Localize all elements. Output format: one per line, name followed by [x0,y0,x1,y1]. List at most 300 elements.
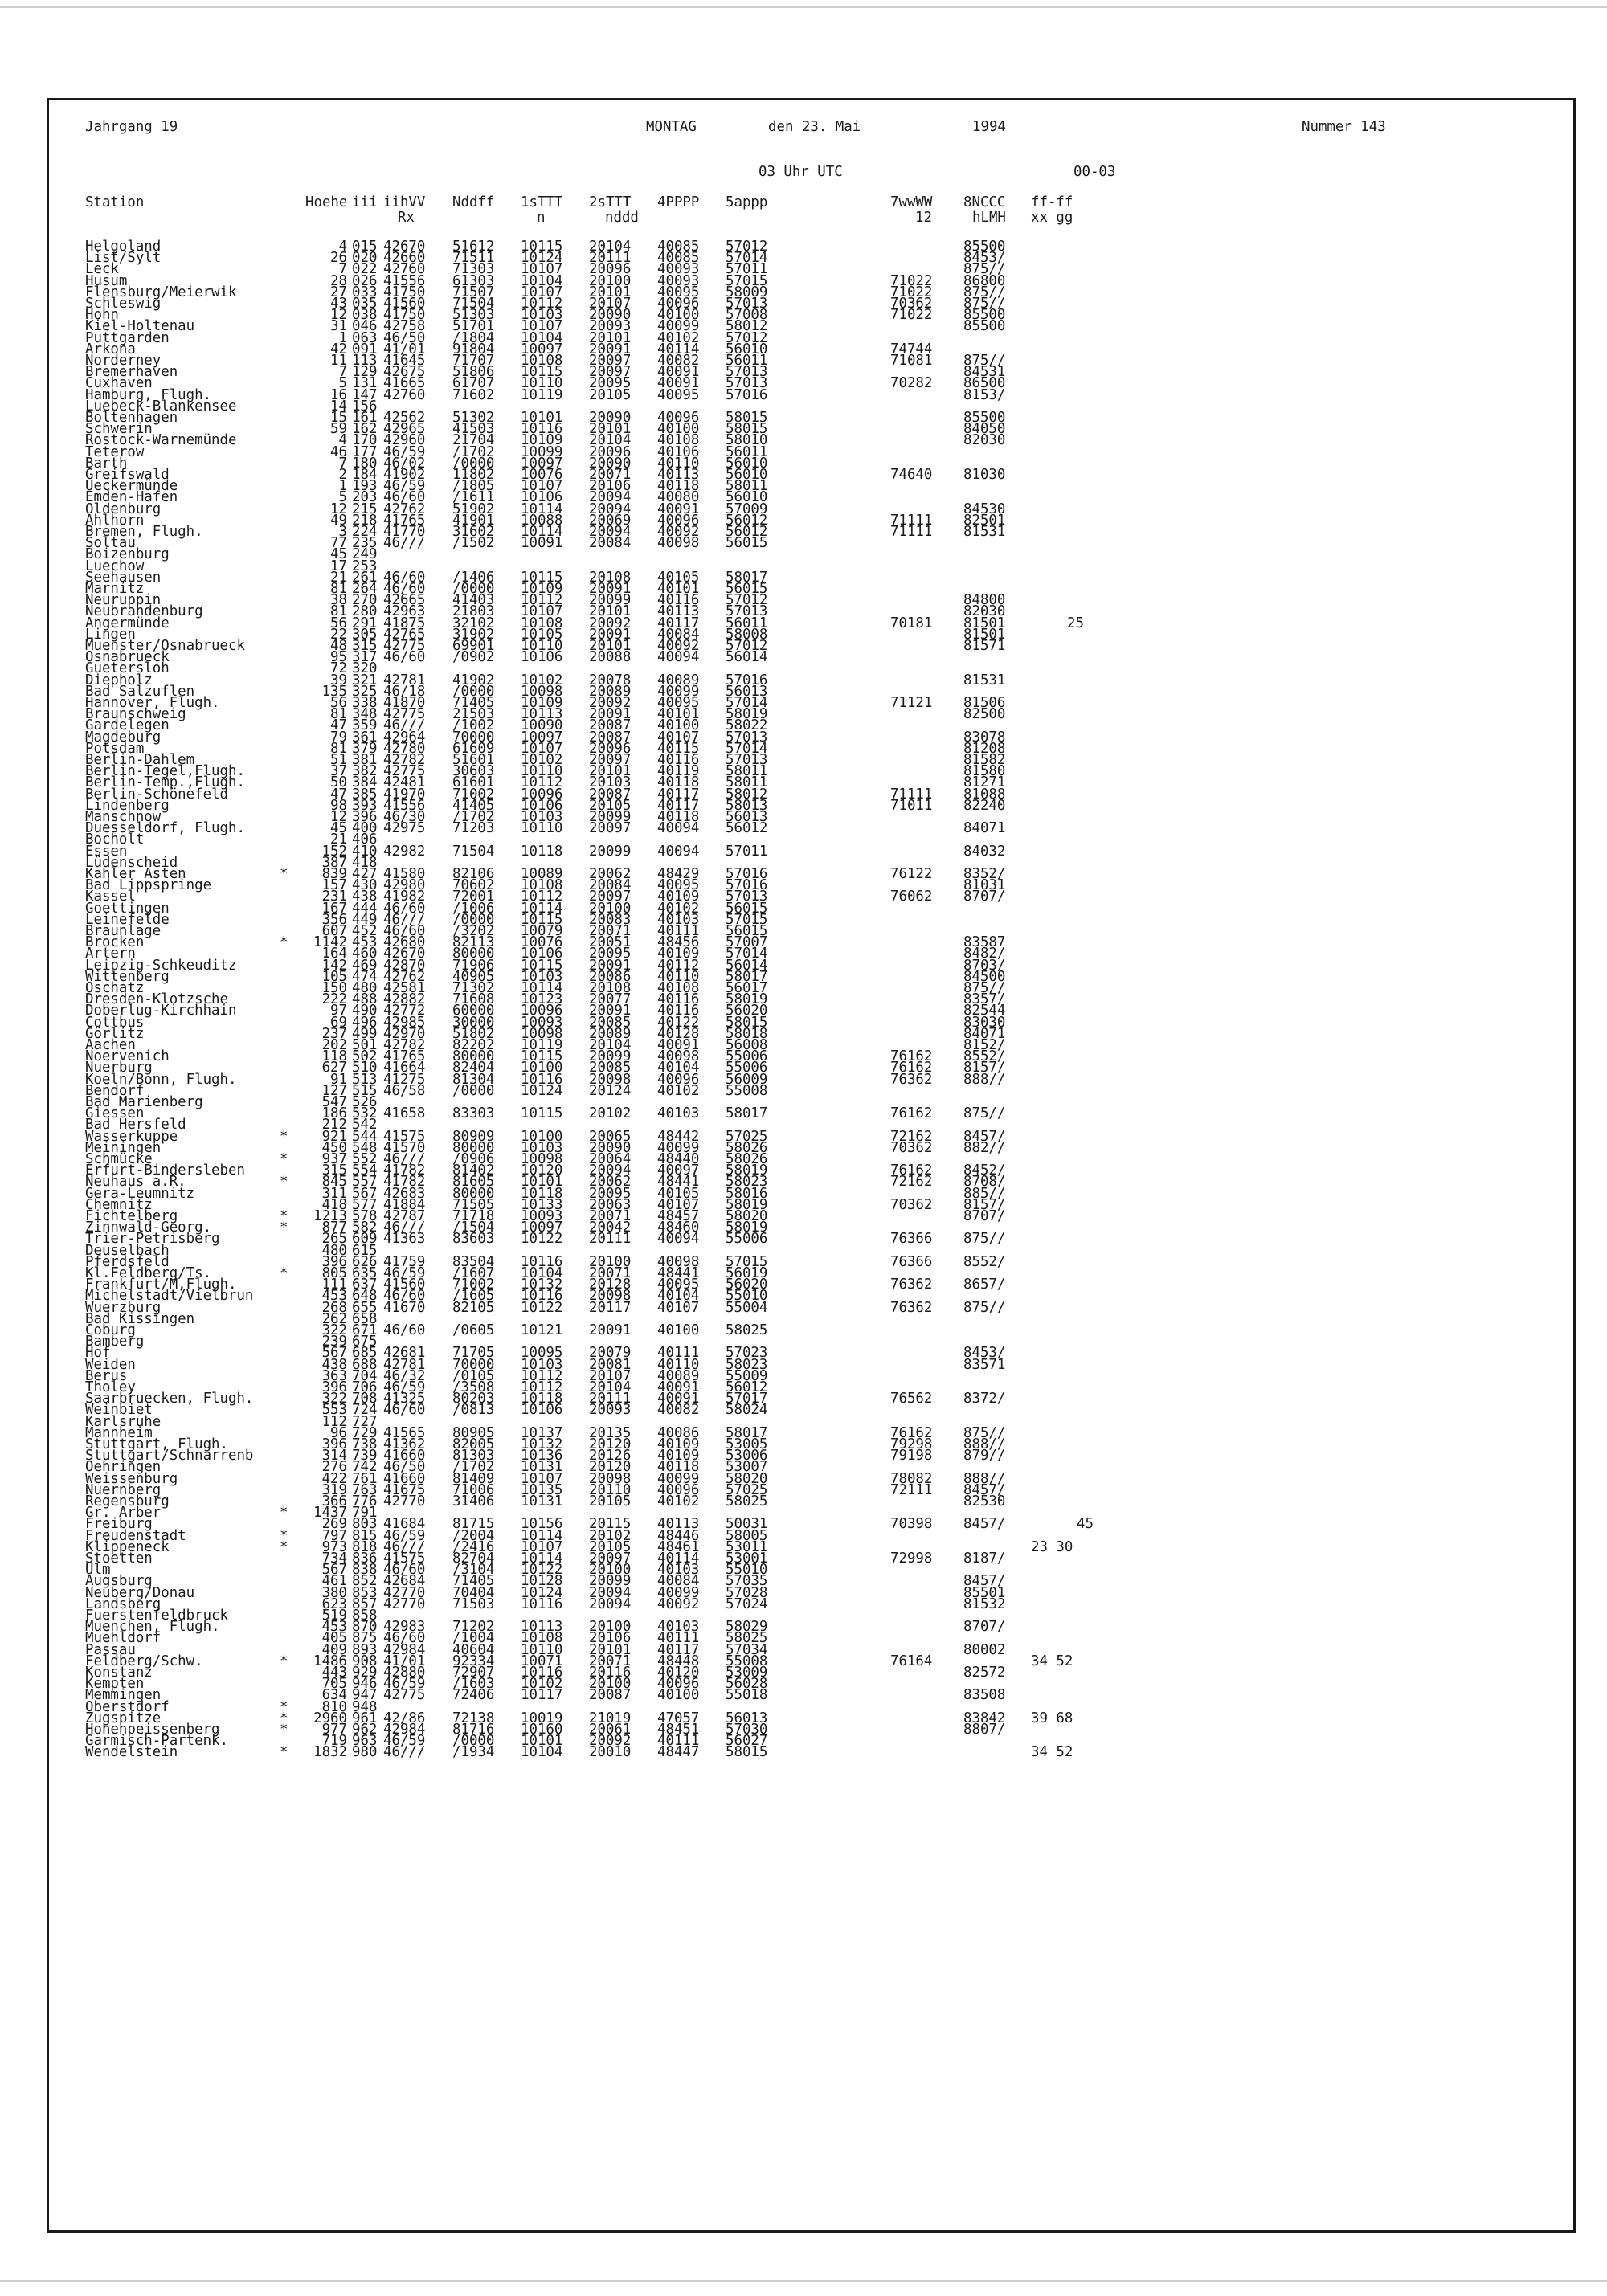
appp-value: 58015 [726,1014,768,1031]
hoehe-value: 49 [330,512,347,529]
hoehe-value: 105 [321,968,347,985]
scan-artifact-top [0,6,1607,8]
station-name: Flensburg/Meierwik [85,284,237,300]
wwww-value: 74744 [890,341,933,357]
station-name: Garmisch-Partenk. [85,1733,228,1750]
pppp-value: 48447 [657,1744,700,1761]
hoehe-value: 31 [330,318,347,335]
nccc-value: 82030 [963,432,1006,449]
sttt1-value: 10112 [521,1379,563,1395]
station-name: Artern [85,946,136,962]
nddff-value: /1002 [452,717,495,734]
appp-value: 56015 [726,581,768,597]
nccc-value: 8552/ [963,1048,1006,1065]
nddff-value: /1406 [452,569,495,586]
hoehe-value: 69 [330,1014,347,1031]
iihvv-value: 41670 [383,1299,426,1316]
hoehe-value: 81 [330,581,347,597]
station-name: Kempten [85,1676,145,1693]
iii-value: 015 [352,239,378,255]
wwww-value: 70362 [890,1139,933,1156]
appp-value: 56013 [726,809,768,825]
sttt2-value: 20071 [589,1208,632,1224]
sttt2-value: 20089 [589,1025,632,1042]
sttt1-value: 10095 [521,1345,563,1362]
sttt1-value: 10106 [521,1402,563,1419]
sttt1-value: 10110 [521,820,563,837]
hoehe-value: 15 [330,410,347,426]
sttt1-value: 10102 [521,672,563,688]
iihvv-value: 42975 [383,820,426,837]
iii-value: 033 [352,284,378,300]
sttt2-value: 20105 [589,1493,632,1510]
pppp-value: 40100 [657,717,700,734]
nddff-value: 83303 [452,1105,495,1122]
nddff-value: /2416 [452,1538,495,1555]
nccc-value: 8453/ [963,250,1006,267]
pppp-value: 40096 [657,1071,700,1088]
iii-value: 742 [352,1459,378,1476]
appp-value: 58023 [726,1356,768,1373]
iihvv-value: 42775 [383,1687,426,1704]
iihvv-value: 46/// [383,1219,426,1236]
station-name: Stoetten [85,1550,153,1567]
iii-value: 253 [352,558,378,574]
sttt2-value: 20065 [589,1128,632,1145]
hoehe-value: 26 [330,250,347,267]
station-name: Cottbus [85,1014,145,1031]
pppp-value: 40111 [657,1345,700,1362]
appp-value: 57013 [726,364,768,381]
station-name: Nuernberg [85,1481,162,1498]
station-name: Weiden [85,1356,136,1373]
hoehe-value: 237 [321,1025,347,1042]
station-name: Berlin-Temp.,Flugh. [85,774,245,791]
sttt1-value: 10112 [521,296,563,312]
hoehe-value: 222 [321,991,347,1008]
appp-value: 56010 [726,341,768,357]
nddff-value: 41405 [452,797,495,814]
appp-value: 58015 [726,410,768,426]
nddff-value: 81605 [452,1174,495,1191]
iii-value: 325 [352,683,378,700]
station-name: Michelstadt/Vielbrun [85,1288,254,1305]
col-7wwww-sub: 12 [915,210,932,226]
iii-value: 215 [352,500,378,517]
station-name: Greifswald [85,467,170,483]
sttt1-value: 10116 [521,1288,563,1305]
hoehe-value: 91 [330,1071,347,1088]
ff-value: 34 52 [1031,1653,1073,1669]
iihvv-value: 42681 [383,1345,426,1362]
station-name: Gr. Arber [85,1505,162,1522]
iii-value: 026 [352,272,378,289]
wwww-value: 71121 [890,695,933,711]
appp-value: 58011 [726,763,768,780]
pppp-value: 40103 [657,911,700,928]
sttt1-value: 10114 [521,524,563,540]
sttt2-value: 20099 [589,809,632,825]
sttt2-value: 20106 [589,1630,632,1647]
station-name: Braunschweig [85,706,186,723]
iihvv-value: 42772 [383,1003,426,1019]
nccc-value: 8372/ [963,1391,1006,1407]
appp-value: 55008 [726,1082,768,1099]
iihvv-value: 41570 [383,1139,426,1156]
sttt2-value: 20093 [589,1402,632,1419]
station-name: Bamberg [85,1334,145,1350]
station-name: Muenchen, Flugh. [85,1619,220,1636]
wwww-value: 76362 [890,1071,933,1088]
nddff-value: /0000 [452,581,495,597]
iii-value: 393 [352,797,378,814]
hoehe-value: 1 [338,329,347,346]
nccc-value: 81208 [963,740,1006,757]
nccc-value: 81088 [963,786,1006,803]
sttt2-value: 20051 [589,934,632,951]
sttt2-value: 20094 [589,1584,632,1601]
station-name: Angermünde [85,615,170,631]
wwww-value: 76362 [890,1277,933,1293]
sttt1-value: 10104 [521,1265,563,1281]
nddff-value: 41902 [452,672,495,688]
hoehe-value: 157 [321,877,347,894]
station-name: Stuttgart, Flugh. [85,1436,228,1452]
station-name: Boizenburg [85,546,170,563]
appp-value: 56019 [726,1265,768,1281]
sttt2-value: 20100 [589,1253,632,1270]
iihvv-value: 46/60 [383,1562,426,1579]
nddff-value: 71203 [452,820,495,837]
nccc-value: 8157/ [963,1196,1006,1213]
iihvv-value: 46/59 [383,1527,426,1544]
sttt1-value: 10122 [521,1231,563,1248]
iihvv-value: 42985 [383,1014,426,1031]
iihvv-value: 41782 [383,1162,426,1179]
pppp-value: 40091 [657,1037,700,1053]
iii-value: 761 [352,1470,378,1487]
station-name: Oberstdorf [85,1698,170,1715]
iihvv-value: 42765 [383,626,426,643]
nccc-value: 84500 [963,968,1006,985]
mountain-marker: * [280,1722,288,1738]
wwww-value: 70282 [890,375,933,392]
iii-value: 338 [352,695,378,711]
sttt2-value: 20090 [589,1139,632,1156]
iihvv-value: 42960 [383,432,426,449]
iii-value: 235 [352,535,378,552]
station-name: Puttgarden [85,329,170,346]
hoehe-value: 322 [321,1391,347,1407]
appp-value: 58019 [726,706,768,723]
iii-value: 963 [352,1733,378,1750]
nddff-value: 11802 [452,467,495,483]
sttt1-value: 10102 [521,1676,563,1693]
pppp-value: 40113 [657,603,700,620]
nddff-value: 51601 [452,752,495,768]
nddff-value: 71302 [452,980,495,996]
col-1sttt: 1sTTT [521,194,563,210]
nddff-value: 51802 [452,1025,495,1042]
wwww-value: 71081 [890,353,933,369]
station-name: Kassel [85,889,136,905]
station-name: Leck [85,261,119,278]
hoehe-value: 21 [330,569,347,586]
appp-value: 57015 [726,272,768,289]
station-name: Teterow [85,443,145,460]
iihvv-value: 41750 [383,307,426,324]
station-name: Wendelstein [85,1744,178,1761]
sttt1-value: 10124 [521,1584,563,1601]
iihvv-value: 42781 [383,1356,426,1373]
iihvv-value: 46/59 [383,443,426,460]
sttt1-value: 10091 [521,535,563,552]
nddff-value: 61303 [452,272,495,289]
sttt1-value: 10112 [521,1367,563,1384]
iii-value: 162 [352,421,378,438]
hoehe-value: 422 [321,1470,347,1487]
wwww-value: 76366 [890,1231,933,1248]
iihvv-value: 42683 [383,1185,426,1202]
pppp-value: 40116 [657,592,700,609]
hoehe-value: 553 [321,1402,347,1419]
nddff-value: /3104 [452,1562,495,1579]
iihvv-value: 42680 [383,934,426,951]
iii-value: 875 [352,1630,378,1647]
nddff-value: 82005 [452,1436,495,1452]
sttt2-value: 20064 [589,1151,632,1167]
iihvv-value: 41765 [383,512,426,529]
appp-value: 55008 [726,1653,768,1669]
pppp-value: 40094 [657,843,700,860]
sttt2-value: 20099 [589,592,632,609]
station-name: Nuerburg [85,1060,153,1077]
station-name: Frankfurt/M,Flugh. [85,1277,237,1293]
sttt2-value: 20086 [589,968,632,985]
sttt2-value: 20062 [589,1174,632,1191]
iii-value: 501 [352,1037,378,1053]
sttt2-value: 20089 [589,683,632,700]
nddff-value: /0813 [452,1402,495,1419]
nddff-value: 80909 [452,1128,495,1145]
pppp-value: 40089 [657,1367,700,1384]
sttt2-value: 20094 [589,500,632,517]
ff-value: 34 52 [1031,1744,1073,1761]
nddff-value: 82106 [452,866,495,882]
iii-value: 908 [352,1653,378,1669]
iii-value: 022 [352,261,378,278]
station-name: Leipzig-Schkeuditz [85,957,237,974]
iii-value: 791 [352,1505,378,1522]
hoehe-value: 56 [330,615,347,631]
mountain-marker: * [280,1505,288,1522]
iii-value: 177 [352,443,378,460]
sttt1-value: 10115 [521,1105,563,1122]
mountain-marker: * [280,1219,288,1236]
station-name: Bad Lippspringe [85,877,212,894]
nddff-value: /1611 [452,489,495,506]
sttt1-value: 10103 [521,809,563,825]
nccc-value: 8703/ [963,957,1006,974]
hoehe-value: 805 [321,1265,347,1281]
sttt2-value: 20115 [589,1516,632,1533]
nccc-value: 8707/ [963,1208,1006,1224]
iii-value: 655 [352,1299,378,1316]
iii-value: 609 [352,1231,378,1248]
iihvv-value: 42758 [383,318,426,335]
appp-value: 57016 [726,672,768,688]
iihvv-value: 42760 [383,386,426,403]
iii-value: 131 [352,375,378,392]
sttt1-value: 10107 [521,261,563,278]
appp-value: 55006 [726,1048,768,1065]
sttt2-value: 20071 [589,1265,632,1281]
iii-value: 063 [352,329,378,346]
hoehe-value: 22 [330,626,347,643]
nddff-value: 21803 [452,603,495,620]
station-name: Aachen [85,1037,136,1053]
iihvv-value: 42562 [383,410,426,426]
hoehe-value: 47 [330,786,347,803]
nddff-value: /2004 [452,1527,495,1544]
sttt2-value: 20078 [589,672,632,688]
hoehe-value: 79 [330,729,347,746]
station-name: Duesseldorf, Flugh. [85,820,245,837]
pppp-value: 40102 [657,329,700,346]
appp-value: 56027 [726,1733,768,1750]
nccc-value: 875// [963,1299,1006,1316]
nccc-value: 8807/ [963,1722,1006,1738]
iii-value: 893 [352,1641,378,1658]
iii-value: 738 [352,1436,378,1452]
nddff-value: 71202 [452,1619,495,1636]
sttt2-value: 20104 [589,1379,632,1395]
pppp-value: 40117 [657,797,700,814]
pppp-value: 40110 [657,455,700,472]
iihvv-value: 46/02 [383,455,426,472]
nddff-value: 71511 [452,250,495,267]
sttt1-value: 10115 [521,239,563,255]
hoehe-value: 127 [321,1082,347,1099]
nddff-value: 81715 [452,1516,495,1533]
station-name: Giessen [85,1105,145,1122]
iii-value: 836 [352,1550,378,1567]
sttt2-value: 20097 [589,1550,632,1567]
nddff-value: 71405 [452,1573,495,1590]
appp-value: 58025 [726,1630,768,1647]
sttt1-value: 10156 [521,1516,563,1533]
station-name: Guetersloh [85,660,170,677]
pppp-value: 48446 [657,1527,700,1544]
iii-value: 359 [352,717,378,734]
iii-value: 706 [352,1379,378,1395]
station-name: Seehausen [85,569,162,586]
nccc-value: 81271 [963,774,1006,791]
station-name: Berlin-Tegel,Flugh. [85,763,245,780]
sttt2-value: 20101 [589,329,632,346]
appp-value: 57013 [726,889,768,905]
sttt2-value: 20085 [589,1060,632,1077]
col-1sttt-sub: n [537,210,546,226]
jahrgang: Jahrgang 19 [85,119,178,135]
sttt1-value: 10113 [521,706,563,723]
sttt2-value: 20087 [589,729,632,746]
appp-value: 56013 [726,683,768,700]
hoehe-value: 47 [330,717,347,734]
sttt1-value: 10118 [521,1185,563,1202]
station-name: Koeln/Bonn, Flugh. [85,1071,237,1088]
sttt1-value: 10093 [521,1014,563,1031]
sttt2-value: 20102 [589,1105,632,1122]
sttt1-value: 10107 [521,1538,563,1555]
appp-value: 57028 [726,1584,768,1601]
hoehe-value: 1832 [313,1744,347,1761]
pppp-value: 40118 [657,478,700,495]
appp-value: 58008 [726,626,768,643]
hoehe-value: 28 [330,272,347,289]
iii-value: 170 [352,432,378,449]
nccc-value: 83508 [963,1687,1006,1704]
nddff-value: 82704 [452,1550,495,1567]
station-name: Lingen [85,626,136,643]
iii-value: 038 [352,307,378,324]
iihvv-value: 46/60 [383,569,426,586]
nccc-value: 8457/ [963,1481,1006,1498]
sttt1-value: 10112 [521,592,563,609]
iihvv-value: 42775 [383,706,426,723]
iii-value: 224 [352,524,378,540]
station-name: Bremerhaven [85,364,178,381]
iii-value: 838 [352,1562,378,1579]
nddff-value: 81303 [452,1448,495,1465]
iii-value: 818 [352,1538,378,1555]
wwww-value: 71022 [890,272,933,289]
nddff-value: /0605 [452,1322,495,1338]
nddff-value: 61601 [452,774,495,791]
iii-value: 510 [352,1060,378,1077]
iihvv-value: 41275 [383,1071,426,1088]
appp-value: 56015 [726,535,768,552]
station-name: Bendorf [85,1082,145,1099]
nddff-value: 51806 [452,364,495,381]
sttt2-value: 20071 [589,923,632,939]
nddff-value: 51701 [452,318,495,335]
hoehe-value: 167 [321,900,347,917]
hoehe-value: 12 [330,500,347,517]
nccc-value: 83030 [963,1014,1006,1031]
pppp-value: 40094 [657,1231,700,1248]
mountain-marker: * [280,1174,288,1191]
wwww-value: 76562 [890,1391,933,1407]
sttt1-value: 10098 [521,1151,563,1167]
nccc-value: 8457/ [963,1573,1006,1590]
nddff-value: 21503 [452,706,495,723]
iii-value: 704 [352,1367,378,1384]
iii-value: 161 [352,410,378,426]
sttt2-value: 20096 [589,740,632,757]
station-name: Bocholt [85,831,145,848]
appp-value: 56011 [726,443,768,460]
appp-value: 58012 [726,318,768,335]
hoehe-value: 567 [321,1562,347,1579]
sttt1-value: 10076 [521,934,563,951]
sttt1-value: 10101 [521,1733,563,1750]
sttt1-value: 10104 [521,1744,563,1761]
appp-value: 57012 [726,239,768,255]
pppp-value: 40082 [657,1402,700,1419]
iihvv-value: 42984 [383,1641,426,1658]
nddff-value: 82113 [452,934,495,951]
